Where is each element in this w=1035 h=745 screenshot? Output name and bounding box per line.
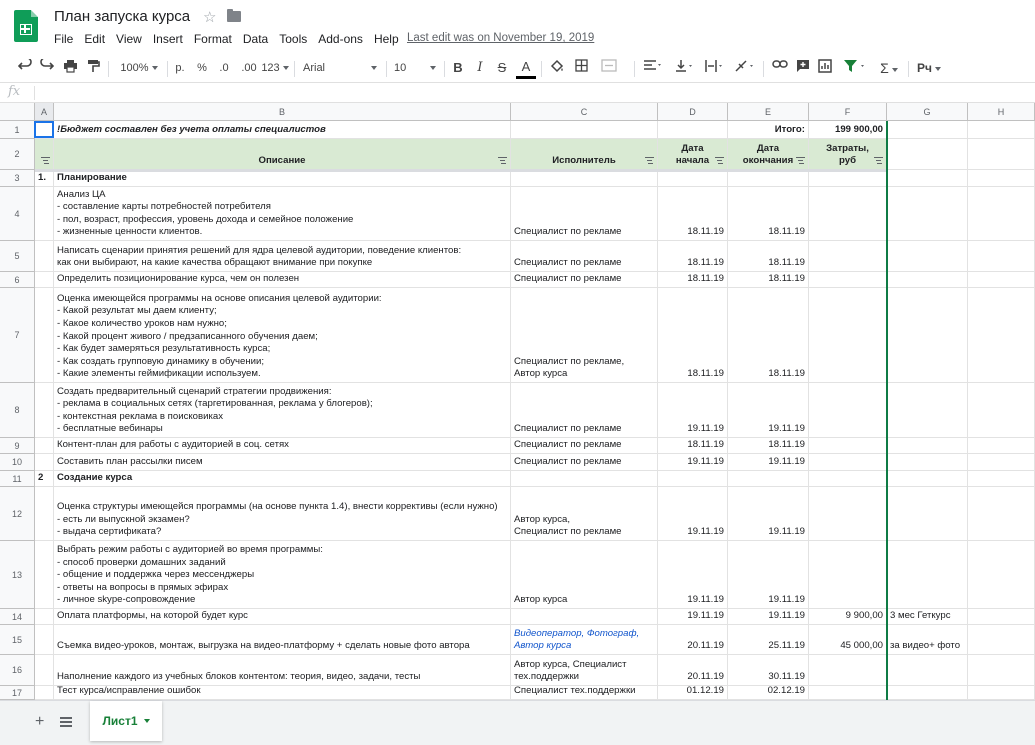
cell-b14[interactable] (54, 609, 511, 625)
cell-text: 18.11.19 (768, 257, 805, 269)
cell-h7[interactable] (968, 288, 1035, 383)
cell-text: 18.11.19 (768, 273, 805, 285)
cell-a9[interactable] (35, 438, 54, 454)
cell-a12[interactable] (35, 487, 54, 541)
cell-f10[interactable] (809, 454, 887, 471)
insert-link-icon[interactable] (770, 59, 790, 77)
text-color-icon[interactable]: A (516, 59, 536, 79)
filter-icon[interactable] (498, 157, 507, 164)
cell-c13[interactable] (511, 541, 658, 609)
cell-text: Определить позиционирование курса, чем он полезен (57, 273, 300, 285)
functions-icon[interactable]: Σ (876, 59, 902, 77)
cell-text: Контент-план для работы с аудиторией в соц. сетях (57, 439, 289, 451)
row-header[interactable]: 7 (0, 288, 35, 383)
currency-format-button[interactable]: р. (175, 62, 185, 74)
cell-c2[interactable] (511, 139, 658, 170)
cell-d13[interactable] (658, 541, 728, 609)
cell-text: 18.11.19 (768, 368, 805, 380)
cell-h1[interactable] (968, 121, 1035, 139)
cell-c11[interactable] (511, 471, 658, 487)
cell-text: Наполнение каждого из учебных блоков контентом: теория, видео, задачи, тесты (57, 671, 421, 683)
filter-icon[interactable] (715, 157, 724, 164)
bold-icon[interactable]: B (453, 60, 463, 75)
cell-a14[interactable] (35, 609, 54, 625)
cell-d4[interactable] (658, 187, 728, 241)
cell-text: Планирование (57, 172, 127, 184)
cell-d15[interactable] (658, 625, 728, 655)
row-header[interactable]: 14 (0, 609, 35, 625)
cell-c17[interactable] (511, 686, 658, 700)
cell-text: 19.11.19 (687, 610, 724, 622)
cell-text: Автор курса (514, 594, 568, 606)
increase-decimal-button[interactable]: .00 (241, 62, 257, 74)
column-header-f[interactable]: F (809, 103, 887, 121)
cell-text: Анализ ЦА - составление карты потребностей потребителя - пол, возраст, профессия, уровень дохода и семейное положение - жизненные ценности клиентов. (57, 188, 354, 238)
cell-text: 19.11.19 (768, 456, 805, 468)
menu-bar (54, 32, 410, 46)
cell-g9[interactable] (887, 438, 968, 454)
column-header-c[interactable]: C (511, 103, 658, 121)
cell-d2[interactable] (658, 139, 728, 170)
cell-b4[interactable] (54, 187, 511, 241)
cell-text: 2 (38, 472, 44, 484)
cell-f7[interactable] (809, 288, 887, 383)
cell-g14[interactable] (887, 609, 968, 625)
filter-icon[interactable] (840, 59, 870, 77)
cell-b1[interactable] (54, 121, 511, 139)
column-header-b[interactable]: B (54, 103, 511, 121)
row-header[interactable]: 10 (0, 454, 35, 471)
cell-e16[interactable] (728, 655, 809, 686)
fill-color-icon[interactable] (548, 59, 566, 77)
column-header-h[interactable]: H (968, 103, 1035, 121)
cell-e6[interactable] (728, 272, 809, 288)
cell-text: 02.12.19 (767, 686, 805, 697)
menu-help[interactable]: Help (373, 32, 399, 46)
cell-c1[interactable] (511, 121, 658, 139)
cell-e13[interactable] (728, 541, 809, 609)
cell-text: Составить план рассылки писем (57, 456, 203, 468)
cell-b10[interactable] (54, 454, 511, 471)
cell-a6[interactable] (35, 272, 54, 288)
cell-a15[interactable] (35, 625, 54, 655)
formula-input[interactable] (40, 85, 1020, 101)
cell-text: 18.11.19 (687, 273, 724, 285)
cell-b16[interactable] (54, 655, 511, 686)
cell-text: за видео+ фото (890, 640, 961, 652)
cell-text: 19.11.19 (768, 594, 805, 606)
font-select[interactable]: Arial (303, 59, 381, 77)
cell-c3[interactable] (511, 170, 658, 187)
text-wrap-icon[interactable] (702, 59, 726, 77)
row-header[interactable]: 12 (0, 487, 35, 541)
menu-edit[interactable]: Edit (84, 32, 106, 46)
cell-a13[interactable] (35, 541, 54, 609)
paint-format-icon[interactable] (84, 59, 102, 77)
cell-c9[interactable] (511, 438, 658, 454)
cell-e4[interactable] (728, 187, 809, 241)
cell-text: Дата начала (675, 142, 710, 167)
cell-d16[interactable] (658, 655, 728, 686)
menu-file[interactable]: File (54, 32, 74, 46)
cell-text: 3 мес Геткурс (890, 610, 951, 622)
cell-c6[interactable] (511, 272, 658, 288)
filter-icon[interactable] (796, 157, 805, 164)
cell-g11[interactable] (887, 471, 968, 487)
borders-icon[interactable] (572, 59, 590, 77)
cell-d3[interactable] (658, 170, 728, 187)
cell-c7[interactable] (511, 288, 658, 383)
cell-b11[interactable] (54, 471, 511, 487)
cell-h13[interactable] (968, 541, 1035, 609)
cell-text: Создание курса (57, 472, 133, 484)
cell-e7[interactable] (728, 288, 809, 383)
cell-e12[interactable] (728, 487, 809, 541)
column-header-g[interactable]: G (887, 103, 968, 121)
row-header[interactable]: 16 (0, 655, 35, 686)
cell-g17[interactable] (887, 686, 968, 700)
cell-e15[interactable] (728, 625, 809, 655)
cell-c4[interactable] (511, 187, 658, 241)
cell-text: Специалист по рекламе, Автор курса (514, 355, 625, 380)
document-title[interactable]: План запуска курса (54, 8, 191, 25)
cell-h5[interactable] (968, 241, 1035, 272)
cell-d1[interactable] (658, 121, 728, 139)
cell-text: 19.11.19 (687, 526, 724, 538)
cell-text: 18.11.19 (687, 257, 724, 269)
cell-c5[interactable] (511, 241, 658, 272)
cell-text: 18.11.19 (768, 439, 805, 451)
cell-b15[interactable] (54, 625, 511, 655)
cell-c14[interactable] (511, 609, 658, 625)
cell-text: Специалист по рекламе (514, 273, 622, 285)
cell-f12[interactable] (809, 487, 887, 541)
cell-c10[interactable] (511, 454, 658, 471)
insert-chart-icon[interactable] (816, 59, 834, 77)
select-all-corner[interactable] (0, 103, 35, 121)
row-header[interactable]: 15 (0, 625, 35, 655)
cell-g15[interactable] (887, 625, 968, 655)
cell-text: 45 000,00 (840, 640, 883, 652)
filter-range-border (886, 121, 888, 700)
cell-text: 20.11.19 (687, 671, 724, 683)
cell-h9[interactable] (968, 438, 1035, 454)
sheet-bar (0, 700, 1035, 745)
cell-text: 18.11.19 (687, 439, 724, 451)
cell-text: Специалист тех.поддержки (514, 686, 636, 697)
cell-f15[interactable] (809, 625, 887, 655)
all-sheets-list-icon[interactable] (60, 717, 72, 727)
cell-f6[interactable] (809, 272, 887, 288)
menu-format[interactable]: Format (193, 32, 232, 46)
sheet-tab-label: Лист1 (102, 714, 138, 728)
cell-text: Оплата платформы, на которой будет курс (57, 610, 248, 622)
cell-text: Затраты, руб (826, 142, 869, 167)
cell-a8[interactable] (35, 383, 54, 438)
cell-d17[interactable] (658, 686, 728, 700)
menu-view[interactable]: View (116, 32, 142, 46)
cell-e8[interactable] (728, 383, 809, 438)
cell-f17[interactable] (809, 686, 887, 700)
cell-d6[interactable] (658, 272, 728, 288)
menu-data[interactable]: Data (242, 32, 269, 46)
star-icon[interactable]: ☆ (203, 9, 217, 26)
cell-h15[interactable] (968, 625, 1035, 655)
cell-text: Специалист по рекламе (514, 423, 622, 435)
cell-g16[interactable] (887, 655, 968, 686)
cell-b12[interactable] (54, 487, 511, 541)
cell-text: Специалист по рекламе (514, 257, 622, 269)
cell-e9[interactable] (728, 438, 809, 454)
cell-g7[interactable] (887, 288, 968, 383)
cell-e11[interactable] (728, 471, 809, 487)
cell-b5[interactable] (54, 241, 511, 272)
column-header-a[interactable]: A (35, 103, 54, 121)
cell-text: 20.11.19 (687, 640, 724, 652)
cell-d10[interactable] (658, 454, 728, 471)
cell-text: 01.12.19 (686, 686, 724, 697)
column-header-d[interactable]: D (658, 103, 728, 121)
cell-b6[interactable] (54, 272, 511, 288)
cell-a17[interactable] (35, 686, 54, 700)
cell-b13[interactable] (54, 541, 511, 609)
cell-text: Дата окончания (742, 142, 794, 167)
text-rotation-icon[interactable] (732, 59, 758, 77)
row-header[interactable]: 11 (0, 471, 35, 487)
cell-text: 19.11.19 (768, 423, 805, 435)
cell-h6[interactable] (968, 272, 1035, 288)
cell-text: Описание (258, 155, 306, 167)
cell-b9[interactable] (54, 438, 511, 454)
strikethrough-icon[interactable]: S (497, 60, 507, 75)
cell-text: Создать предварительный сценарий стратегии продвижения: - реклама в социальных сетях (таргетированная, реклама у блогеров); - контекстная реклама в поисковиках - бесплатные вебинары (57, 385, 373, 435)
cell-g1[interactable] (887, 121, 968, 139)
cell-text: Выбрать режим работы с аудиторией во время программы: - способ проверки домашних заданий - общение и поддержка через мессенджеры - ответы на вопросы в прямых эфирах - личное skype-сопровождение (57, 544, 323, 606)
menu-insert[interactable]: Insert (152, 32, 183, 46)
menu-addons[interactable]: Add-ons (318, 32, 363, 46)
cell-c15[interactable] (511, 625, 658, 655)
row-header[interactable]: 13 (0, 541, 35, 609)
cell-b17[interactable] (54, 686, 511, 700)
merge-cells-icon[interactable] (596, 59, 622, 77)
row-header[interactable]: 4 (0, 187, 35, 241)
last-edit-link[interactable]: Last edit was on November 19, 2019 (407, 32, 595, 44)
cell-e1[interactable] (728, 121, 809, 139)
cell-a3[interactable] (35, 170, 54, 187)
cell-a7[interactable] (35, 288, 54, 383)
decrease-decimal-button[interactable]: .0 (219, 62, 229, 74)
row-header[interactable]: 1 (0, 121, 35, 139)
cell-h8[interactable] (968, 383, 1035, 438)
sheets-logo-icon[interactable] (14, 10, 38, 42)
italic-icon[interactable]: I (477, 60, 483, 75)
row-header[interactable]: 17 (0, 686, 35, 700)
chevron-down-icon[interactable] (144, 719, 150, 723)
cell-g12[interactable] (887, 487, 968, 541)
cell-e10[interactable] (728, 454, 809, 471)
cell-h16[interactable] (968, 655, 1035, 686)
cell-f2[interactable] (809, 139, 887, 170)
column-header-e[interactable]: E (728, 103, 809, 121)
cell-text: Оценка структуры имеющейся программы (на основе пункта 1.4), внести коррективы (если нужно) - есть ли выпускной экзамен? - выдача сертификата? (57, 501, 498, 538)
toolbar (0, 53, 1035, 83)
cell-e14[interactable] (728, 609, 809, 625)
cell-text: Исполнитель (552, 155, 616, 167)
cell-f5[interactable] (809, 241, 887, 272)
cell-d9[interactable] (658, 438, 728, 454)
cell-text: 18.11.19 (768, 226, 805, 238)
cell-f1[interactable] (809, 121, 887, 139)
cell-g5[interactable] (887, 241, 968, 272)
cell-text: !Бюджет составлен без учета оплаты специалистов (57, 124, 326, 136)
cell-text: Написать сценарии принятия решений для ядра целевой аудитории, поведение клиентов: как они выбирают, на какие качества обращают внимание при покупке (57, 244, 462, 269)
cell-text: 19.11.19 (687, 594, 724, 606)
cell-h4[interactable] (968, 187, 1035, 241)
undo-icon[interactable] (16, 59, 34, 77)
row-header[interactable]: 9 (0, 438, 35, 454)
add-sheet-button[interactable]: + (35, 713, 45, 730)
cell-a10[interactable] (35, 454, 54, 471)
redo-icon[interactable] (38, 59, 56, 77)
cell-d11[interactable] (658, 471, 728, 487)
cell-f9[interactable] (809, 438, 887, 454)
row-header[interactable]: 8 (0, 383, 35, 438)
cell-g8[interactable] (887, 383, 968, 438)
insert-comment-icon[interactable] (794, 59, 812, 77)
cell-d7[interactable] (658, 288, 728, 383)
filter-icon[interactable] (874, 157, 883, 164)
cell-g2[interactable] (887, 139, 968, 170)
cell-text: Специалист по рекламе (514, 226, 622, 238)
row-header[interactable]: 5 (0, 241, 35, 272)
title-bar (0, 0, 1035, 50)
cell-h14[interactable] (968, 609, 1035, 625)
input-tools-button[interactable]: Рч (914, 59, 944, 77)
cell-d12[interactable] (658, 487, 728, 541)
cell-f16[interactable] (809, 655, 887, 686)
horizontal-align-icon[interactable] (640, 59, 666, 77)
cell-text: 18.11.19 (687, 226, 724, 238)
cell-text: 19.11.19 (687, 456, 724, 468)
cell-e3[interactable] (728, 170, 809, 187)
cell-text: Тест курса/исправление ошибок (57, 686, 201, 697)
cell-f14[interactable] (809, 609, 887, 625)
cell-b7[interactable] (54, 288, 511, 383)
cell-text: 9 900,00 (845, 610, 883, 622)
cell-text: Съемка видео-уроков, монтаж, выгрузка на видео-платформу + сделать новые фото автора (57, 640, 470, 652)
filter-icon[interactable] (41, 157, 50, 164)
cell-text: 18.11.19 (687, 368, 724, 380)
cell-g13[interactable] (887, 541, 968, 609)
print-icon[interactable] (60, 59, 80, 77)
cell-b3[interactable] (54, 170, 511, 187)
vertical-align-icon[interactable] (672, 59, 696, 77)
cell-d14[interactable] (658, 609, 728, 625)
cell-g3[interactable] (887, 170, 968, 187)
cell-text: Автор курса, Специалист по рекламе (514, 513, 622, 538)
cell-text: 19.11.19 (687, 423, 724, 435)
row-header[interactable]: 2 (0, 139, 35, 170)
cell-d8[interactable] (658, 383, 728, 438)
cell-h17[interactable] (968, 686, 1035, 700)
cell-text: 30.11.19 (768, 671, 805, 683)
cell-text: Специалист по рекламе (514, 439, 622, 451)
cell-d5[interactable] (658, 241, 728, 272)
row-header[interactable]: 3 (0, 170, 35, 187)
cell-c8[interactable] (511, 383, 658, 438)
cell-g4[interactable] (887, 187, 968, 241)
cell-a11[interactable] (35, 471, 54, 487)
cell-f4[interactable] (809, 187, 887, 241)
cell-h3[interactable] (968, 170, 1035, 187)
cell-h2[interactable] (968, 139, 1035, 170)
sheet-tab[interactable] (90, 701, 162, 741)
cell-a16[interactable] (35, 655, 54, 686)
row-header[interactable]: 6 (0, 272, 35, 288)
cell-text: 19.11.19 (768, 610, 805, 622)
cell-h11[interactable] (968, 471, 1035, 487)
cell-e5[interactable] (728, 241, 809, 272)
filter-icon[interactable] (645, 157, 654, 164)
fx-label: fx (8, 84, 21, 99)
cell-b2[interactable] (54, 139, 511, 170)
cell-text: Оценка имеющейся программы на основе описания целевой аудитории: - Какой результат мы даем клиенту; - Какое количество уроков нам нужно; - Какой процент живого / предзаписанного обучения даем; - Как будет замеряться результативность курса; - Как создать групповую динамику в обучении; - Какие элементы геймификации используем. (57, 292, 382, 380)
cell-g10[interactable] (887, 454, 968, 471)
cell-f8[interactable] (809, 383, 887, 438)
cell-f11[interactable] (809, 471, 887, 487)
cell-text: 1. (38, 172, 47, 184)
cell-b8[interactable] (54, 383, 511, 438)
folder-icon[interactable] (227, 11, 241, 22)
cell-e2[interactable] (728, 139, 809, 170)
menu-tools[interactable]: Tools (279, 32, 308, 46)
cell-f3[interactable] (809, 170, 887, 187)
cell-text: 19.11.19 (768, 526, 805, 538)
more-formats-select[interactable]: 123 (261, 59, 289, 77)
cell-text: Видеоператор, Фотограф, Автор курса (514, 627, 640, 652)
percent-format-button[interactable]: % (197, 62, 207, 74)
cell-a4[interactable] (35, 187, 54, 241)
cell-a5[interactable] (35, 241, 54, 272)
cell-h12[interactable] (968, 487, 1035, 541)
spreadsheet-grid (0, 103, 1035, 700)
cell-text: 25.11.19 (768, 640, 805, 652)
cell-f13[interactable] (809, 541, 887, 609)
cell-e17[interactable] (728, 686, 809, 700)
cell-a2[interactable] (35, 139, 54, 170)
zoom-select[interactable]: 100% (116, 59, 162, 77)
cell-text: 199 900,00 (834, 124, 883, 136)
cell-h10[interactable] (968, 454, 1035, 471)
cell-a1[interactable] (35, 121, 54, 139)
cell-text: Специалист по рекламе (514, 456, 622, 468)
cell-c12[interactable] (511, 487, 658, 541)
cell-c16[interactable] (511, 655, 658, 686)
font-size-select[interactable]: 10 (394, 59, 440, 77)
cell-text: Итого: (774, 124, 805, 136)
frozen-rows-divider[interactable] (35, 169, 887, 172)
cell-text: Автор курса, Специалист тех.поддержки (514, 658, 627, 683)
cell-g6[interactable] (887, 272, 968, 288)
formula-bar (0, 83, 1035, 103)
